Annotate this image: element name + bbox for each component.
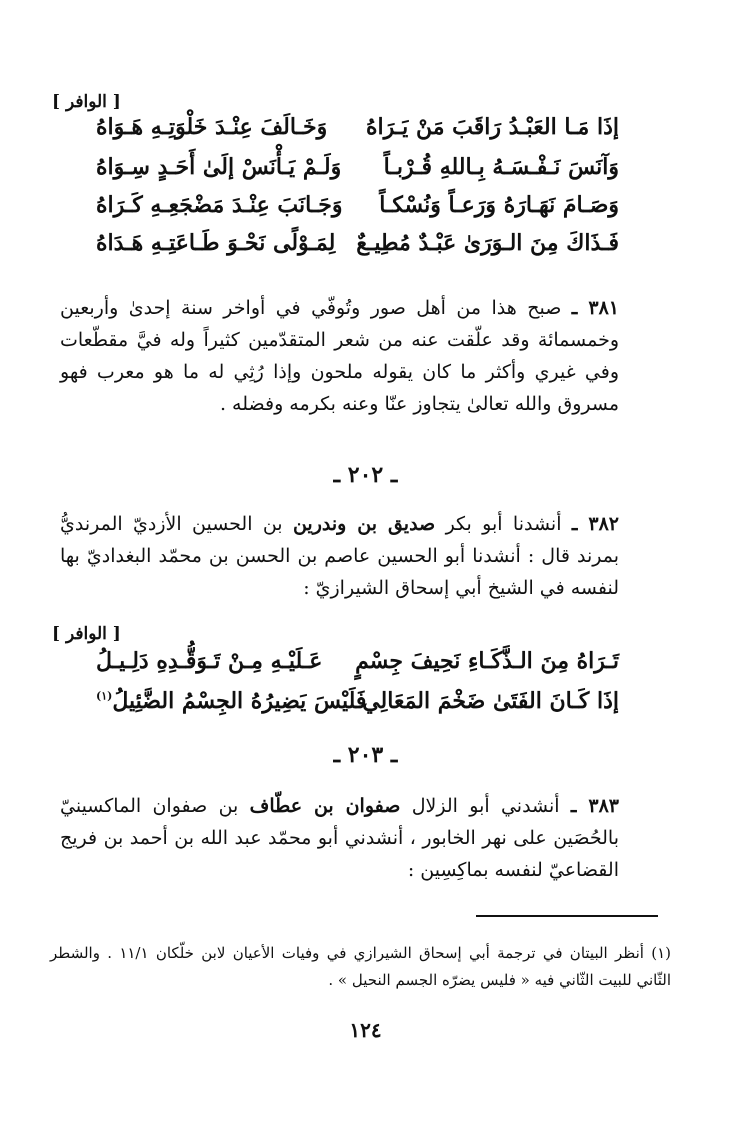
section-heading-203: ـ ٢٠٣ ـ [333, 742, 398, 768]
poem1-verse2-second: وَلَـمْ يَـأْنَسْ إلَىٰ أَحَـدٍ سِـوَاهُ [96, 154, 342, 180]
poem1-meter: [ الوافر ] [52, 92, 121, 112]
entry-383-number: ٣٨٣ ـ [570, 795, 619, 817]
footnote-separator [476, 915, 658, 917]
poem1-verse4-second: لِمَـوْلًى نَحْـوَ طَـاعَتِـهِ هَـدَاهُ [96, 230, 336, 256]
entry-382-number: ٣٨٢ ـ [571, 513, 619, 535]
page-number: ١٢٤ [349, 1018, 382, 1042]
poem2-meter: [ الوافر ] [52, 624, 121, 644]
entry-383-pre: أنشدني أبو الزلال [411, 795, 560, 817]
poem2-verse1-second: عَـلَيْـهِ مِـنْ تَـوَقُّـدِهِ دَلِـيـلُ [96, 648, 323, 674]
entry-382-name: صديق بن وندرين [292, 513, 436, 535]
entry-381-number: ٣٨١ ـ [571, 297, 619, 319]
entry-381 [60, 292, 619, 420]
poem1-verse1-second: وَخَـالَفَ عِنْـدَ خَلْوَتِـهِ هَـوَاهُ [96, 114, 328, 140]
poem1-verse3-second: وَجَـانَبَ عِنْـدَ مَضْجَعِـهِ كَـرَاهُ [96, 192, 343, 218]
entry-383-post: بن صفوان الماكسينيّ بالحُصَين على نهر الخابور ، أنشدني أبو محمّد عبد الله بن أحمد بن فريج القضاعيّ لنفسه بماكِسِين : [60, 795, 619, 881]
footnote-marker: (١) [96, 689, 113, 703]
poem1-verse4-first: فَـذَاكَ مِنَ الـوَرَىٰ عَبْـدٌ مُطِيـعٌ [356, 230, 619, 256]
poem1-verse1-first: إذَا مَـا العَبْـدُ رَاقَبَ مَنْ يَـرَاهُ [365, 114, 619, 140]
poem2-verse2-first: إذَا كَـانَ الفَتَىٰ ضَخْمَ المَعَالِي [362, 688, 619, 714]
poem1-verse3-first: وَصَـامَ نَهَـارَهُ وَرَعـاً وَنُسْكـاً [379, 192, 619, 218]
entry-381-text: صبح هذا من أهل صور وتُوفّي في أواخر سنة إحدىٰ وأربعين وخمسمائة وقد علّقت عنه من شعر المتقدّمين كثيراً وله فيَّ مقطّعات وفي غيري وأكثر ما كان يقوله ملحون وإذا رُثِي له ما هو معرب فهو مسروق والله تعالىٰ يتجاوز عنّا وعنه بكرمه وفضله . [60, 297, 619, 415]
entry-382 [60, 508, 619, 604]
poem1-verse2-first: وَآنَسَ نَـفْـسَـهُ بِـاللهِ قُـرْبـاً [383, 154, 619, 180]
entry-383-name: صفوان بن عطّاف [249, 795, 401, 817]
entry-382-post: بن الحسين الأزديّ المرنديُّ بمرند قال : أنشدنا أبو الحسين عاصم بن الحسن بن محمّد البغداديّ بها لنفسه في الشيخ أبي إسحاق الشيرازيّ : [60, 513, 619, 599]
poem2-verse2-second-text: فَلَيْسَ يَضِيرُهُ الجِسْمُ الضَّئِيلُ [112, 688, 367, 714]
entry-383 [60, 790, 619, 886]
entry-382-pre: أنشدنا أبو بكر [445, 513, 562, 535]
section-heading-202: ـ ٢٠٢ ـ [333, 462, 398, 488]
poem2-verse1-first: تَـرَاهُ مِنَ الـذَّكَـاءِ نَحِيفَ جِسْمٍ [355, 648, 619, 674]
footnote-1: (١) أنظر البيتان في ترجمة أبي إسحاق الشيرازي في وفيات الأعيان لابن خلّكان ١١/١ . والشطر الثّاني للبيت الثّاني فيه « فليس يضرّه الجسم النحيل » . [50, 944, 671, 989]
poem2-verse2-second [96, 688, 366, 714]
